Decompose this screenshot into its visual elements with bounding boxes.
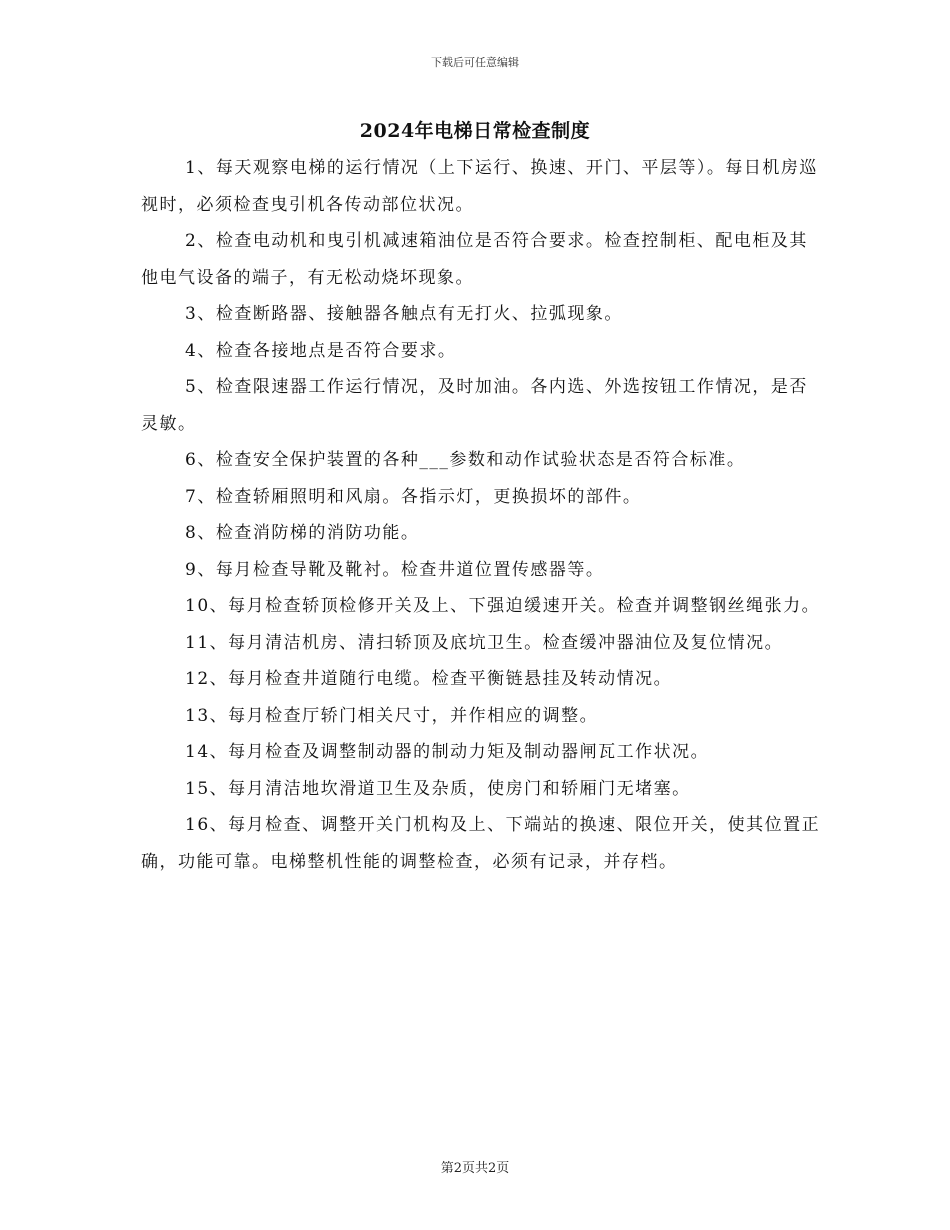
paragraph-13: 13、每月检查厅轿门相关尺寸，并作相应的调整。	[185, 705, 599, 726]
paragraph-1: 1、每天观察电梯的运行情况（上下运行、换速、开门、平层等）。每日机房巡视时，必须检查曳引机各传动部位状况。	[141, 158, 818, 215]
paragraph-10: 10、每月检查轿顶检修开关及上、下强迫缓速开关。检查并调整钢丝绳张力。	[185, 596, 821, 616]
page-header-note: 下载后可任意编辑	[431, 56, 519, 69]
paragraph-11: 11、每月清洁机房、清扫轿顶及底坑卫生。检查缓冲器油位及复位情况。	[185, 632, 784, 653]
paragraph-8: 8、检查消防梯的消防功能。	[185, 523, 420, 543]
paragraph-5: 5、检查限速器工作运行情况，及时加油。各内选、外选按钮工作情况，是否灵敏。	[141, 377, 808, 434]
paragraph-12: 12、每月检查井道随行电缆。检查平衡链悬挂及转动情况。	[185, 669, 673, 689]
paragraph-3: 3、检查断路器、接触器各触点有无打火、拉弧现象。	[185, 304, 623, 324]
document-body	[141, 150, 821, 880]
paragraph-7: 7、检查轿厢照明和风扇。各指示灯，更换损坏的部件。	[185, 486, 642, 507]
paragraph-2: 2、检查电动机和曳引机减速箱油位是否符合要求。检查控制柜、配电柜及其他电气设备的端子，有无松动烧坏现象。	[141, 231, 808, 288]
paragraph-4: 4、检查各接地点是否符合要求。	[185, 340, 457, 361]
paragraph-9: 9、每月检查导靴及靴衬。检查井道位置传感器等。	[185, 559, 605, 580]
paragraph-16: 16、每月检查、调整开关门机构及上、下端站的换速、限位开关，使其位置正确，功能可靠。电梯整机性能的调整检查，必须有记录，并存档。	[141, 815, 821, 872]
paragraph-6: 6、检查安全保护装置的各种___参数和动作试验状态是否符合标准。	[185, 450, 746, 470]
page-footer-number: 第2页共2页	[440, 1161, 510, 1176]
document-title: 2024年电梯日常检查制度	[359, 120, 591, 142]
paragraph-15: 15、每月清洁地坎滑道卫生及杂质，使房门和轿厢门无堵塞。	[185, 778, 691, 799]
paragraph-14: 14、每月检查及调整制动器的制动力矩及制动器闸瓦工作状况。	[185, 742, 710, 762]
